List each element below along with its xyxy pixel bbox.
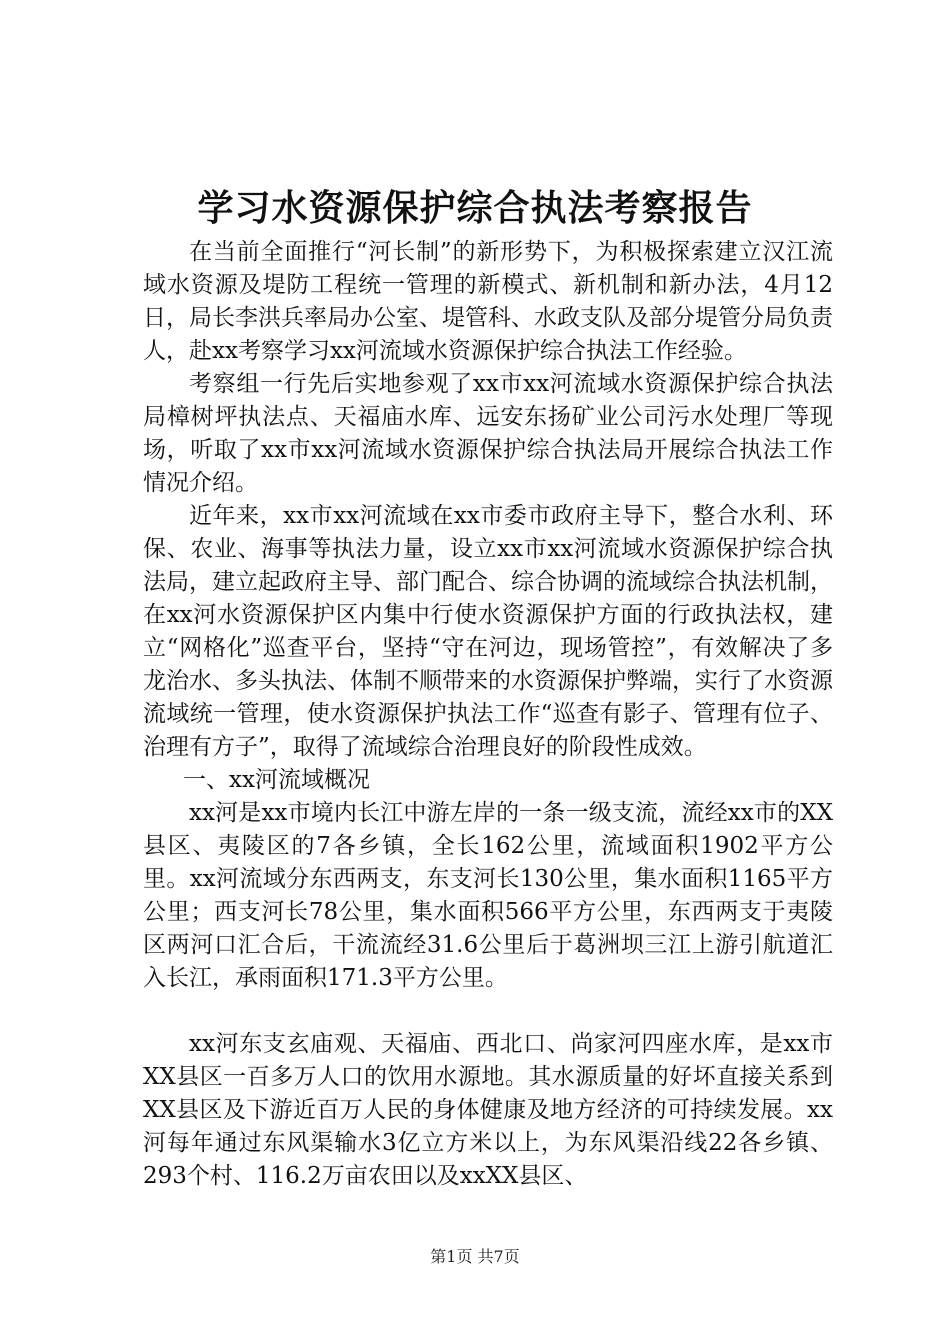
paragraph-intro: 在当前全面推行“河长制”的新形势下，为积极探索建立汉江流域水资源及堤防工程统一管理的新模式、新机制和新办法，4月12日，局长李洪兵率局办公室、堤管科、水政支队及部分堤管分局负责人，赴xx考察学习xx河流域水资源保护综合执法工作经验。: [143, 239, 833, 364]
paragraph-water-source: xx河东支玄庙观、天福庙、西北口、尚家河四座水库，是xx市XX县区一百多万人口的饮用水源地。其水源质量的好坏直接关系到XX县区及下游近百万人民的身体健康及地方经济的可持续发展。xx河每年通过东风渠输水3亿立方米以上，为东风渠沿线22各乡镇、293个村、116.2万亩农田以及xxXX县区、: [143, 1031, 833, 1189]
page-number-footer: 第1页 共7页: [430, 1247, 520, 1266]
paragraph-river-overview: xx河是xx市境内长江中游左岸的一条一级支流，流经xx市的XX县区、夷陵区的7各乡镇，全长162公里，流域面积1902平方公里。xx河流域分东西两支，东支河长130公里，集水面积1165平方公里；西支河长78公里，集水面积566平方公里，东西两支于夷陵区两河口汇合后，干流流经31.6公里后于葛洲坝三江上游引航道汇入长江，承雨面积171.3平方公里。: [143, 800, 833, 991]
paragraph-inspection: 考察组一行先后实地参观了xx市xx河流域水资源保护综合执法局樟树坪执法点、天福庙水库、远安东扬矿业公司污水处理厂等现场，听取了xx市xx河流域水资源保护综合执法局开展综合执法工作情况介绍。: [143, 371, 833, 496]
paragraph-achievements: 近年来，xx市xx河流域在xx市委市政府主导下，整合水利、环保、农业、海事等执法力量，设立xx市xx河流域水资源保护综合执法局，建立起政府主导、部门配合、综合协调的流域综合执法机制，在xx河水资源保护区内集中行使水资源保护方面的行政执法权，建立“网格化”巡查平台，坚持“守在河边，现场管控”，有效解决了多龙治水、多头执法、体制不顺带来的水资源保护弊端，实行了水资源流域统一管理，使水资源保护执法工作“巡查有影子、管理有位子、治理有方子”，取得了流域综合治理良好的阶段性成效。: [143, 503, 833, 760]
section-heading: 一、xx河流域概况: [183, 767, 370, 793]
document-title: 学习水资源保护综合执法考察报告: [197, 187, 753, 229]
document-body: [143, 236, 833, 1193]
